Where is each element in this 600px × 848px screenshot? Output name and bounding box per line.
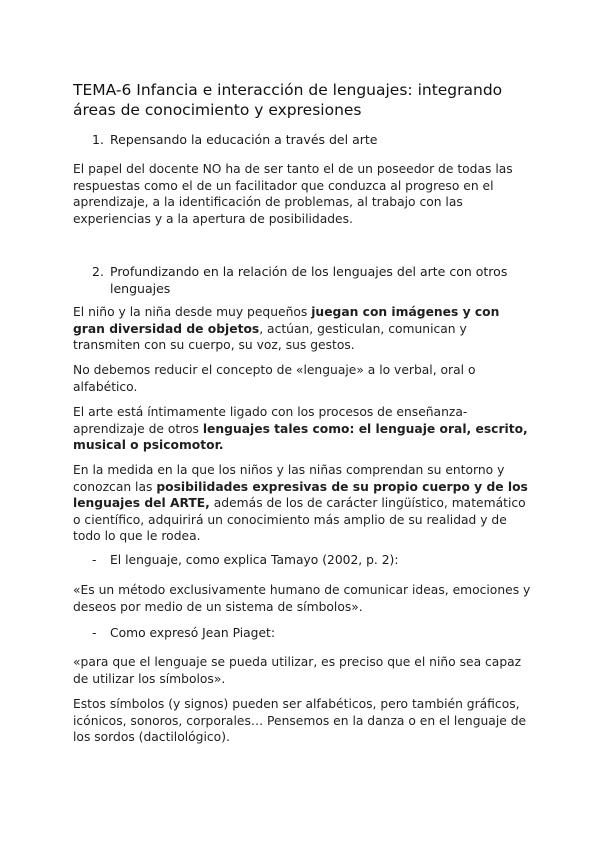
text-run: , actúan, gesticulan, comunican y transmiten con su cuerpo, su voz, sus gestos.: [73, 321, 467, 352]
section-2-heading: [92, 263, 532, 297]
paragraph-lenguaje: No debemos reducir el concepto de «lenguaje» a lo verbal, oral o alfabético.: [73, 363, 476, 394]
quote-tamayo: «Es un método exclusivamente humano de comunicar ideas, emociones y deseos por medio de un sistema de símbolos».: [73, 583, 531, 614]
text-run: además de los de carácter lingüístico, matemático o científico, adquirirá un conocimiento más amplio de su realidad y de todo lo que le rodea.: [73, 496, 526, 543]
section-number: 1.: [92, 132, 104, 147]
bold-run: posibilidades expresivas de su propio cuerpo y de los lenguajes del ARTE,: [73, 479, 528, 510]
dash-bullet: -: [92, 553, 97, 567]
paragraph-entorno: [73, 462, 533, 545]
page-title: TEMA-6 Infancia e interacción de lenguajes: integrando áreas de conocimiento y expresiones: [73, 81, 503, 119]
paragraph-simbolos: Estos símbolos (y signos) pueden ser alfabéticos, pero también gráficos, icónicos, sonoros, corporales… Pensemos en la danza o en el lenguaje de los sordos (dactilológico).: [73, 697, 527, 744]
bold-run: lenguajes tales como: el lenguaje oral, escrito, musical o psicomotor.: [73, 421, 528, 452]
paragraph-arte: [73, 404, 533, 454]
text-run: El arte está íntimamente ligado con los procesos de enseñanza-aprendizaje de otros: [73, 405, 468, 436]
list-item-text: Como expresó Jean Piaget:: [110, 626, 276, 640]
section-title: Profundizando en la relación de los lenguajes del arte con otros lenguajes: [110, 264, 508, 296]
paragraph-docente: El papel del docente NO ha de ser tanto el de un poseedor de todas las respuestas como el de un facilitador que conduzca al progreso en el aprendizaje, a la identificación de problemas, al trabajo con las experiencias y a la apertura de posibilidades.: [73, 162, 513, 226]
section-number: 2.: [92, 264, 104, 279]
text-run: El niño y la niña desde muy pequeños: [73, 305, 312, 319]
dash-bullet: -: [92, 626, 97, 640]
list-item-piaget: [92, 625, 532, 642]
list-item-tamayo: [92, 552, 532, 569]
bold-run: juegan con imágenes y con gran diversidad de objetos: [73, 305, 500, 336]
section-1-heading: [92, 131, 532, 148]
text-run: En la medida en la que los niños y las niñas comprendan su entorno y conozcan las: [73, 463, 505, 494]
quote-piaget: «para que el lenguaje se pueda utilizar, es preciso que el niño sea capaz de utilizar los símbolos».: [73, 655, 522, 686]
list-item-text: El lenguaje, como explica Tamayo (2002, p. 2):: [110, 553, 399, 567]
paragraph-nino-nina: [73, 304, 533, 354]
section-title: Repensando la educación a través del arte: [110, 132, 378, 147]
